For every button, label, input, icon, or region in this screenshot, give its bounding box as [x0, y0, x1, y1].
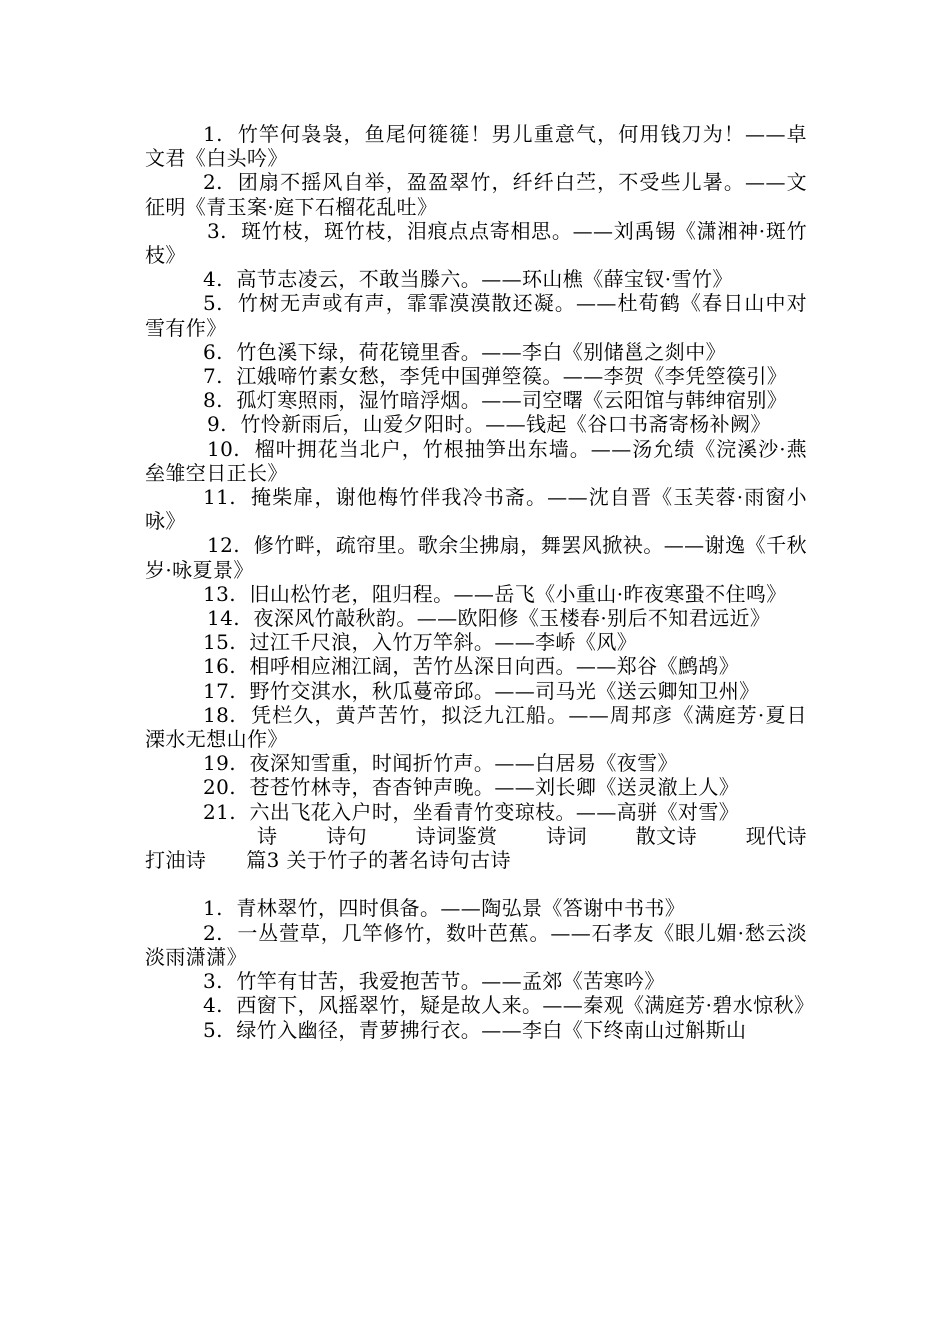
list-item	[145, 170, 807, 218]
item-text: 过江千尺浪，入竹万竿斜。——李峤《风》	[249, 630, 638, 655]
item-text: 竹树无声或有声，霏霏漠漠散还凝。——杜荀鹤《春日山中对雪有作》	[145, 291, 807, 340]
item-text: 西窗下，风摇翠竹，疑是故人来。——秦观《满庭芳·碧水惊秋》	[236, 993, 815, 1018]
item-text: 竹色溪下绿，荷花镜里香。——李白《别储邕之剡中》	[236, 339, 727, 364]
list-item	[145, 582, 807, 606]
item-number: 14.	[207, 606, 241, 631]
item-text: 江娥啼竹素女愁，李凭中国弹箜篌。——李贺《李凭箜篌引》	[236, 364, 788, 389]
item-number: 17.	[203, 678, 237, 703]
item-text: 绿竹入幽径，青萝拂行衣。——李白《下终南山过斛斯山	[236, 1017, 747, 1042]
item-number: 12.	[207, 533, 241, 558]
item-number: 1.	[203, 896, 223, 921]
list-item	[145, 703, 807, 751]
category-tag: 现代诗	[745, 823, 807, 848]
list-item	[145, 800, 807, 824]
item-number: 3.	[203, 969, 223, 994]
category-tag: 诗	[257, 823, 278, 848]
list-item	[145, 219, 807, 267]
item-text: 相呼相应湘江阔，苦竹丛深日向西。——郑谷《鹧鸪》	[249, 654, 740, 679]
item-number: 2.	[203, 170, 223, 195]
list-item	[145, 993, 815, 1018]
section-heading-line	[145, 848, 807, 872]
category-tag: 散文诗	[635, 823, 697, 848]
item-number: 9.	[207, 412, 227, 437]
item-text: 苍苍竹林寺，杳杳钟声晚。——刘长卿《送灵澈上人》	[249, 775, 740, 800]
item-text: 修竹畔，疏帘里。歌余尘拂扇，舞罢风掀袂。——谢逸《千秋岁·咏夏景》	[145, 533, 807, 582]
list-item	[145, 1018, 807, 1042]
category-tag: 打油诗	[145, 848, 207, 873]
list-item	[145, 775, 807, 799]
item-number: 7.	[203, 364, 223, 389]
item-number: 8.	[203, 388, 223, 413]
list-item	[145, 437, 807, 485]
category-tag: 诗句	[326, 823, 367, 848]
list-item	[145, 364, 807, 388]
item-number: 5.	[203, 291, 223, 316]
list-item	[145, 533, 807, 581]
list-item	[145, 291, 807, 339]
list-item	[145, 969, 807, 993]
list-item	[145, 751, 807, 775]
item-text: 斑竹枝，斑竹枝，泪痕点点寄相思。——刘禹锡《潇湘神·斑竹枝》	[145, 218, 808, 268]
item-number: 15.	[203, 630, 237, 655]
item-number: 19.	[203, 751, 237, 776]
item-text: 青林翠竹，四时俱备。——陶弘景《答谢中书书》	[236, 896, 686, 921]
list-item	[145, 921, 807, 969]
item-text: 凭栏久，黄芦苦竹，拟泛九江船。——周邦彦《满庭芳·夏日溧水无想山作》	[145, 702, 807, 752]
item-text: 竹竿何袅袅，鱼尾何簁簁！男儿重意气，何用钱刀为！——卓文君《白头吟》	[145, 122, 807, 171]
item-number: 13.	[203, 581, 237, 606]
item-text: 野竹交淇水，秋瓜蔓帝邱。——司马光《送云卿知卫州》	[249, 678, 760, 703]
list-item	[145, 679, 807, 703]
item-number: 16.	[203, 654, 237, 679]
item-text: 夜深风竹敲秋韵。——欧阳修《玉楼春·别后不知君远近》	[253, 606, 771, 631]
item-text: 六出飞花入户时，坐看青竹变琼枝。——高骈《对雪》	[249, 799, 740, 824]
item-text: 团扇不摇风自举，盈盈翠竹，纤纤白苎，不受些儿暑。——文征明《青玉案·庭下石榴花乱吐》	[145, 170, 807, 219]
list-item	[145, 630, 807, 654]
document-body	[145, 122, 815, 1042]
item-number: 5.	[203, 1017, 223, 1042]
item-number: 4.	[203, 267, 223, 292]
item-text: 竹怜新雨后，山爱夕阳时。——钱起《谷口书斋寄杨补阙》	[240, 412, 771, 437]
list-item	[145, 485, 807, 533]
section-title: 篇3 关于竹子的著名诗句古诗	[246, 848, 511, 873]
item-text: 孤灯寒照雨，湿竹暗浮烟。——司空曙《云阳馆与韩绅宿别》	[236, 388, 788, 413]
item-number: 21.	[203, 799, 237, 824]
list-item	[145, 896, 807, 920]
list-item	[145, 606, 807, 630]
item-number: 11.	[203, 485, 237, 510]
item-number: 6.	[203, 339, 223, 364]
category-tags	[145, 824, 807, 848]
item-text: 夜深知雪重，时闻折竹声。——白居易《夜雪》	[249, 751, 678, 776]
list-item	[145, 654, 807, 678]
list-item	[145, 267, 807, 291]
item-text: 竹竿有甘苦，我爱抱苦节。——孟郊《苦寒吟》	[236, 969, 665, 994]
item-number: 2.	[203, 920, 223, 945]
item-text: 榴叶拥花当北户，竹根抽笋出东墙。——汤允绩《浣溪沙·燕垒雏空日正长》	[145, 436, 807, 485]
item-number: 10.	[207, 436, 241, 461]
list-item	[145, 122, 807, 170]
item-text: 高节志凌云，不敢当滕六。——环山樵《薛宝钗·雪竹》	[236, 267, 733, 292]
category-tag: 诗词鉴赏	[415, 823, 498, 848]
list-item	[145, 412, 807, 436]
item-number: 18.	[203, 702, 237, 727]
item-text: 旧山松竹老，阻归程。——岳飞《小重山·昨夜寒蛩不住鸣》	[249, 581, 787, 606]
item-text: 一丛萱草，几竿修竹，数叶芭蕉。——石孝友《眼儿媚·愁云淡淡雨潇潇》	[145, 920, 808, 969]
list-item	[145, 388, 807, 412]
item-text: 掩柴扉，谢他梅竹伴我冷书斋。——沈自晋《玉芙蓉·雨窗小咏》	[145, 485, 807, 534]
item-number: 4.	[203, 993, 223, 1018]
list-item	[145, 340, 807, 364]
item-number: 1.	[203, 122, 223, 146]
item-number: 3.	[207, 218, 227, 243]
item-number: 20.	[203, 775, 237, 800]
category-tag: 诗词	[546, 823, 587, 848]
